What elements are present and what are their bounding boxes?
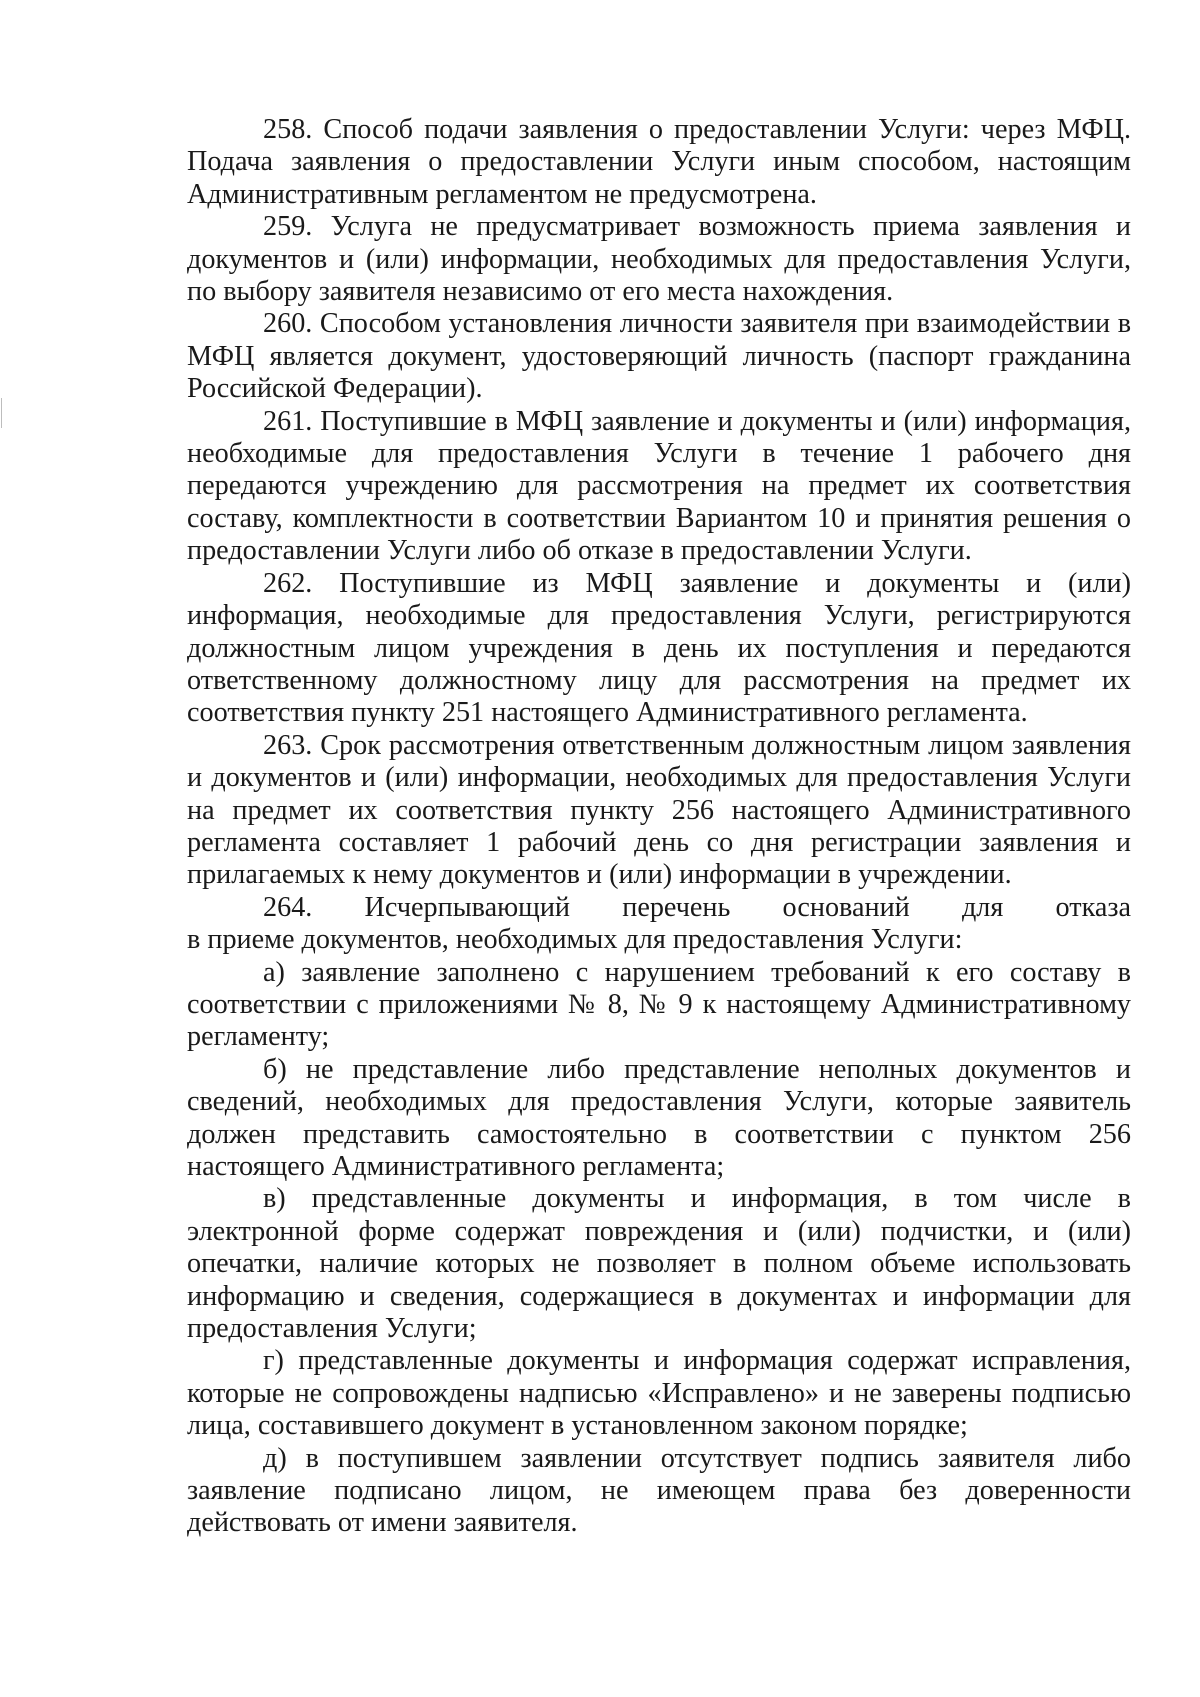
list-item-g: г) представленные документы и информация содержат исправления, которые не сопровождены надписью «Исправлено» и не заверены подписью лица, составившего документ в установленном законом порядке; [187, 1345, 1131, 1442]
paragraph-259: 259. Услуга не предусматривает возможность приема заявления и документов и (или) информации, необходимых для предоставления Услуги, по выбору заявителя независимо от его места нахождения. [187, 211, 1131, 308]
list-item-b: б) не представление либо представление неполных документов и сведений, необходимых для предоставления Услуги, которые заявитель должен представить самостоятельно в соответствии с пунктом 256 настоящего Административного регламента; [187, 1053, 1131, 1182]
list-item-a: а) заявление заполнено с нарушением требований к его составу в соответствии с приложениями № 8, № 9 к настоящему Административному регламенту; [187, 956, 1131, 1053]
paragraph-264-heading: 264. Исчерпывающий перечень оснований для отказа [263, 891, 1131, 923]
list-item-d: д) в поступившем заявлении отсутствует подпись заявителя либо заявление подписано лицом, не имеющем права без доверенности действовать от имени заявителя. [187, 1442, 1131, 1539]
document-body [187, 114, 1131, 1540]
paragraph-264-continuation: в приеме документов, необходимых для предоставления Услуги: [187, 924, 963, 956]
scan-edge-mark [1, 398, 2, 428]
paragraph-260: 260. Способом установления личности заявителя при взаимодействии в МФЦ является документ, удостоверяющий личность (паспорт гражданина Российской Федерации). [187, 308, 1131, 405]
paragraph-262: 262. Поступившие из МФЦ заявление и документы и (или) информация, необходимые для предоставления Услуги, регистрируются должностным лицом учреждения в день их поступления и передаются ответственному должностному лицу для рассмотрения на предмет их соответствия пункту 251 настоящего Административного регламента. [187, 567, 1131, 729]
paragraph-263: 263. Срок рассмотрения ответственным должностным лицом заявления и документов и (или) информации, необходимых для предоставления Услуги на предмет их соответствия пункту 256 настоящего Административного регламента составляет 1 рабочий день со дня регистрации заявления и прилагаемых к нему документов и (или) информации в учреждении. [187, 729, 1131, 891]
list-item-v: в) представленные документы и информация, в том числе в электронной форме содержат повреждения и (или) подчистки, и (или) опечатки, наличие которых не позволяет в полном объеме использовать информацию и сведения, содержащиеся в документах и информации для предоставления Услуги; [187, 1183, 1131, 1345]
paragraph-258: 258. Способ подачи заявления о предоставлении Услуги: через МФЦ. Подача заявления о предоставлении Услуги иным способом, настоящим Административным регламентом не предусмотрена. [187, 114, 1131, 210]
paragraph-261: 261. Поступившие в МФЦ заявление и документы и (или) информация, необходимые для предоставления Услуги в течение 1 рабочего дня передаются учреждению для рассмотрения на предмет их соответствия составу, комплектности в соответствии Вариантом 10 и принятия решения о предоставлении Услуги либо об отказе в предоставлении Услуги. [187, 405, 1131, 567]
